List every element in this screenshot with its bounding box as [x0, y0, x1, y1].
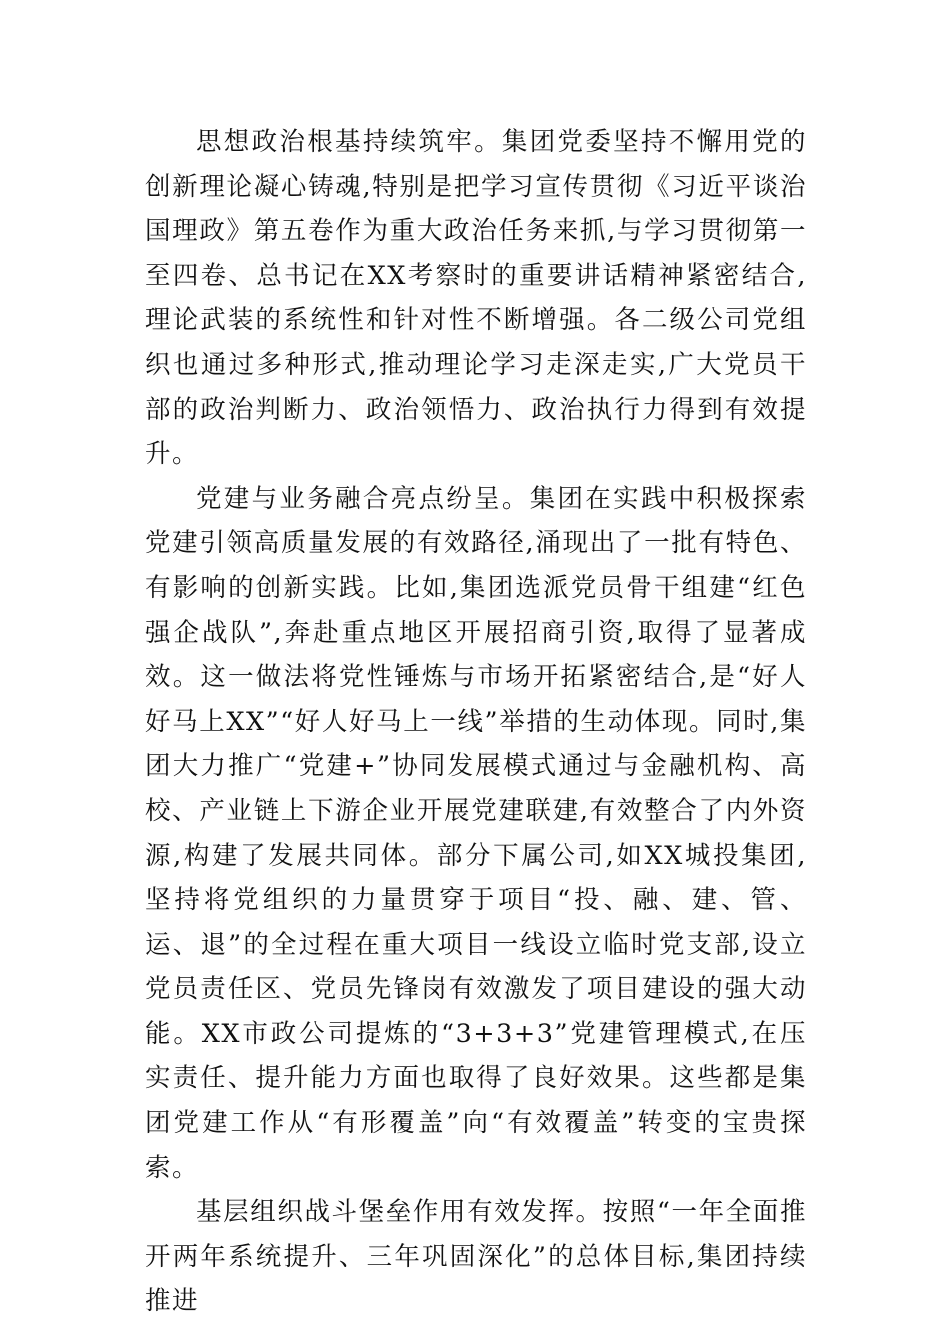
- paragraph-grassroots-organization: 基层组织战斗堡垒作用有效发挥。按照“一年全面推开两年系统提升、三年巩固深化”的总体目标,集团持续推进: [145, 1197, 807, 1317]
- paragraph-ideological-foundation: 思想政治根基持续筑牢。集团党委坚持不懈用党的创新理论凝心铸魂,特别是把学习宣传贯彻《习近平谈治国理政》第五卷作为重大政治任务来抓,与学习贯彻第一至四卷、总书记在XX考察时的重要讲话精神紧密结合,理论武装的系统性和针对性不断增强。各二级公司党组织也通过多种形式,推动理论学习走深走实,广大党员干部的政治判断力、政治领悟力、政治执行力得到有效提升。: [145, 127, 807, 470]
- document-body: [145, 120, 807, 1324]
- paragraph-party-business-integration: 党建与业务融合亮点纷呈。集团在实践中积极探索党建引领高质量发展的有效路径,涌现出了一批有特色、有影响的创新实践。比如,集团选派党员骨干组建“红色强企战队”,奔赴重点地区开展招商引资,取得了显著成效。这一做法将党性锤炼与市场开拓紧密结合,是“好人好马上XX”“好人好马上一线”举措的生动体现。同时,集团大力推广“党建+”协同发展模式通过与金融机构、高校、产业链上下游企业开展党建联建,有效整合了内外资源,构建了发展共同体。部分下属公司,如XX城投集团,坚持将党组织的力量贯穿于项目“投、融、建、管、运、退”的全过程在重大项目一线设立临时党支部,设立党员责任区、党员先锋岗有效激发了项目建设的强大动能。XX市政公司提炼的“3+3+3”党建管理模式,在压实责任、提升能力方面也取得了良好效果。这些都是集团党建工作从“有形覆盖”向“有效覆盖”转变的宝贵探索。: [145, 483, 807, 1183]
